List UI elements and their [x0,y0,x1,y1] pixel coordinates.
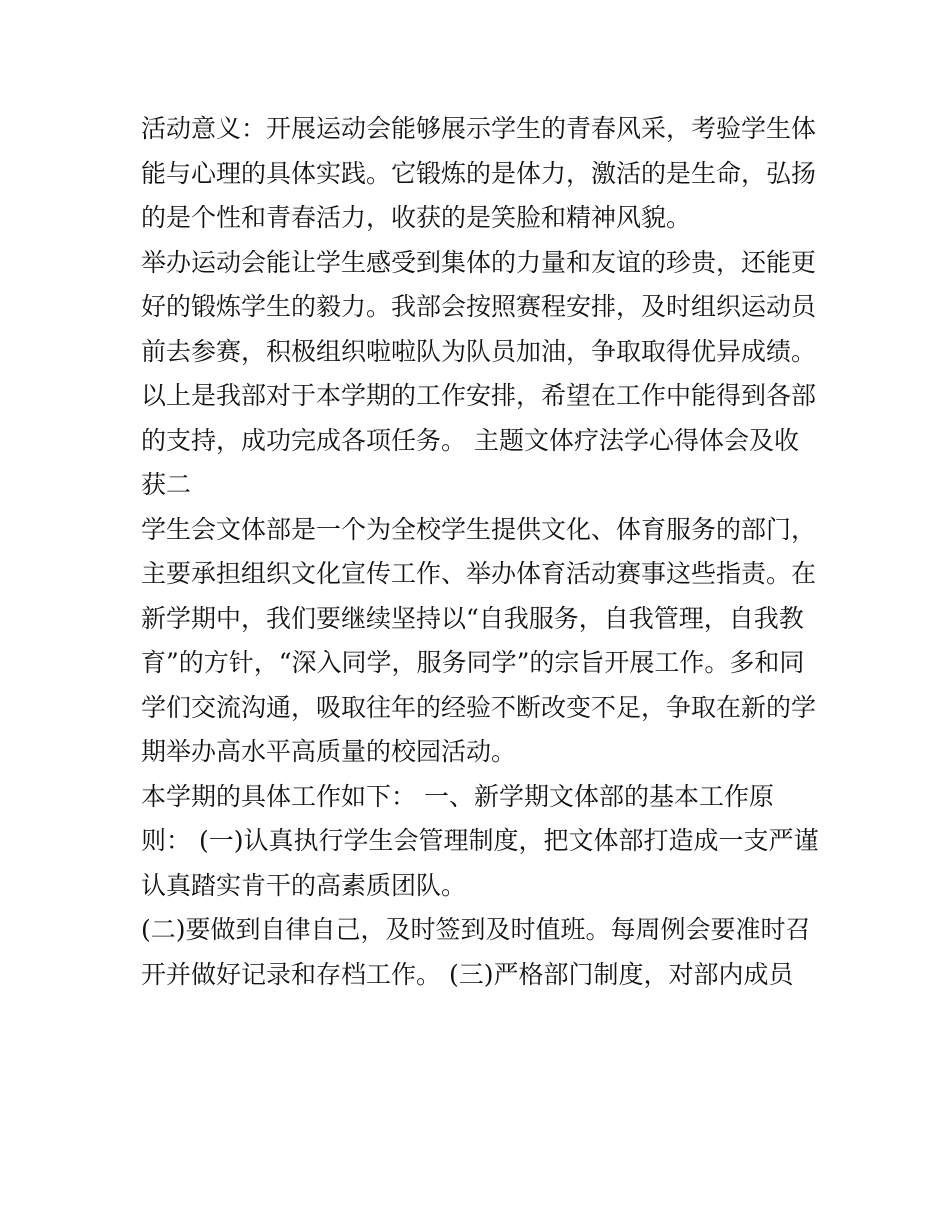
paragraph-discipline: (二)要做到自律自己，及时签到及时值班。每周例会要准时召开并做好记录和存档工作。 (三)严格部门制度，对部内成员 [141,915,811,989]
paragraph-sports-meet: 举办运动会能让学生感受到集体的力量和友谊的珍贵，还能更好的锻炼学生的毅力。我部会按照赛程安排，及时组织运动员前去参赛，积极组织啦啦队为队员加油，争取取得优异成绩。 [141,247,817,366]
paragraph-semester-summary: 以上是我部对于本学期的工作安排，希望在工作中能得到各部的支持，成功完成各项任务。 主题文体疗法学心得体会及收获二 [141,381,817,499]
paragraph-sports-meaning: 活动意义：开展运动会能够展示学生的青春风采，考验学生体能与心理的具体实践。它锻炼的是体力，激活的是生命，弘扬的是个性和青春活力，收获的是笑脸和精神风貌。 [141,114,817,232]
paragraph-department-intro: 学生会文体部是一个为全校学生提供文化、体育服务的部门，主要承担组织文化宣传工作、举办体育活动赛事这些指责。在新学期中，我们要继续坚持以“自我服务，自我管理，自我教育”的方针，“深入同学，服务同学”的宗旨开展工作。多和同学们交流沟通，吸取往年的经验不断改变不足，争取在新的学期举办高水平高质量的校园活动。 [141,514,817,766]
paragraph-work-principles: 本学期的具体工作如下： 一、新学期文体部的基本工作原则： (一)认真执行学生会管理制度，把文体部打造成一支严谨认真踏实肯干的高素质团队。 [141,781,819,900]
document-body [141,107,821,997]
